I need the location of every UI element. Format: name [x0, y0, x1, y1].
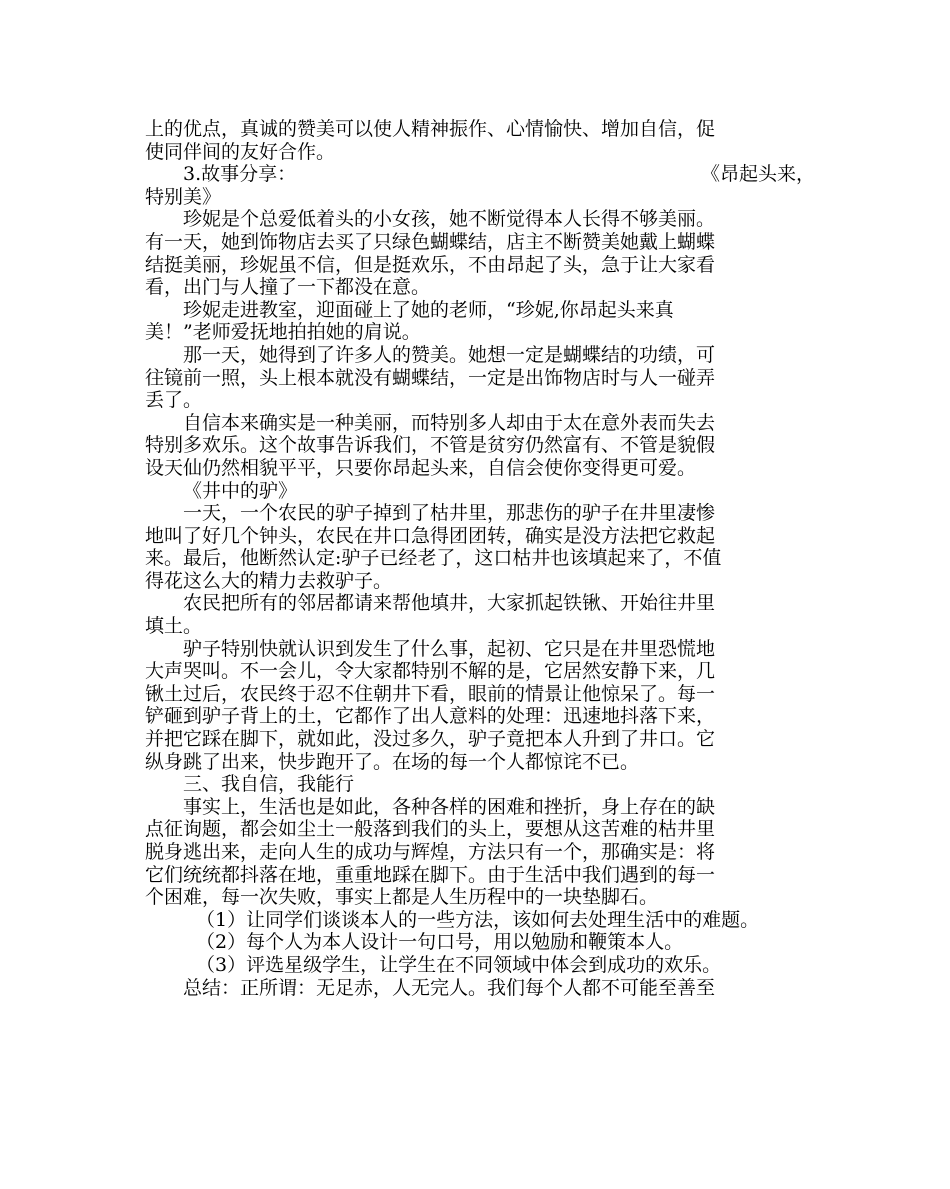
story-title-well-donkey: 《井中的驴》: [183, 479, 298, 502]
paragraph-line: 得花这么大的精力去救驴子。: [145, 569, 393, 592]
story-title-start: 《昂起头来，: [700, 163, 815, 186]
section-heading: 三、我自信，我能行: [183, 773, 355, 796]
list-item: （1）让同学们谈谈本人的一些方法，该如何去处理生活中的难题。: [196, 908, 760, 931]
paragraph-line: 美！”老师爱抚地拍拍她的肩说。: [145, 321, 421, 344]
list-item: （2）每个人为本人设计一句口号，用以勉励和鞭策本人。: [196, 931, 684, 954]
paragraph-line: 铲砸到驴子背上的土，它都作了出人意料的处理：迅速地抖落下来，: [145, 705, 716, 728]
paragraph-line: 结挺美丽，珍妮虽不信，但是挺欢乐，不由昂起了头，急于让大家看: [145, 253, 716, 276]
paragraph-line: 特别多欢乐。这个故事告诉我们，不管是贫穷仍然富有、不管是貌假: [145, 434, 716, 457]
paragraph-line: 地叫了好几个钟头，农民在井口急得团团转，确实是没方法把它救起: [145, 524, 716, 547]
paragraph-line: 锹土过后，农民终于忍不住朝井下看，眼前的情景让他惊呆了。每一: [145, 682, 716, 705]
paragraph-line: 它们统统都抖落在地，重重地踩在脚下。由于生活中我们遇到的每一: [145, 863, 716, 886]
paragraph-line: 使同伴间的友好合作。: [145, 140, 336, 163]
document-body: [145, 118, 815, 999]
paragraph-line: 有一天，她到饰物店去买了只绿色蝴蝶结，店主不断赞美她戴上蝴蝶: [145, 230, 716, 253]
paragraph-line: 来。最后，他断然认定:驴子已经老了，这口枯井也该填起来了，不值: [145, 547, 722, 570]
paragraph-line: 农民把所有的邻居都请来帮他填井，大家抓起铁锹、开始往井里: [183, 592, 716, 615]
paragraph-line: 事实上，生活也是如此，各种各样的困难和挫折，身上存在的缺: [183, 795, 716, 818]
paragraph-line: 珍妮走进教室，迎面碰上了她的老师，“珍妮,你昂起头来真: [183, 298, 674, 321]
paragraph-line: 个困难，每一次失败，事实上都是人生历程中的一块垫脚石。: [145, 886, 659, 909]
paragraph-line: 总结：正所谓：无足赤，人无完人。我们每个人都不可能至善至: [183, 976, 716, 999]
paragraph-line: 看，出门与人撞了一下都没在意。: [145, 276, 431, 299]
paragraph-line: 上的优点，真诚的赞美可以使人精神振作、心情愉快、增加自信，促: [145, 118, 716, 140]
paragraph-line: 并把它踩在脚下，就如此，没过多久，驴子竟把本人升到了井口。它: [145, 728, 716, 751]
paragraph-line: 自信本来确实是一种美丽，而特别多人却由于太在意外表而失去: [183, 411, 716, 434]
paragraph-line: 纵身跳了出来，快步跑开了。在场的每一个人都惊诧不已。: [145, 750, 640, 773]
paragraph-line: 设天仙仍然相貌平平，只要你昂起头来，自信会使你变得更可爱。: [145, 456, 697, 479]
story-share-label: 3.故事分享：: [183, 163, 297, 186]
paragraph-line: 往镜前一照，头上根本就没有蝴蝶结，一定是出饰物店时与人一碰弄: [145, 366, 716, 389]
paragraph-line: 那一天，她得到了许多人的赞美。她想一定是蝴蝶结的功绩，可: [183, 343, 716, 366]
paragraph-line: 珍妮是个总爱低着头的小女孩，她不断觉得本人长得不够美丽。: [183, 208, 716, 231]
story-title-end: 特别美》: [145, 185, 222, 208]
paragraph-line: 一天，一个农民的驴子掉到了枯井里，那悲伤的驴子在井里凄惨: [183, 502, 716, 525]
paragraph-line: 点征询题，都会如尘土一般落到我们的头上，要想从这苦难的枯井里: [145, 818, 716, 841]
list-item: （3）评选星级学生，让学生在不同领域中体会到成功的欢乐。: [196, 953, 722, 976]
paragraph-line: 大声哭叫。不一会儿，令大家都特别不解的是，它居然安静下来，几: [145, 660, 716, 683]
paragraph-line: 脱身逃出来，走向人生的成功与辉煌，方法只有一个，那确实是：将: [145, 841, 716, 863]
paragraph-line: 驴子特别快就认识到发生了什么事，起初、它只是在井里恐慌地: [183, 637, 716, 660]
story-share-heading: [145, 163, 815, 186]
paragraph-line: 填土。: [145, 615, 203, 638]
paragraph-line: 丢了。: [145, 389, 203, 412]
